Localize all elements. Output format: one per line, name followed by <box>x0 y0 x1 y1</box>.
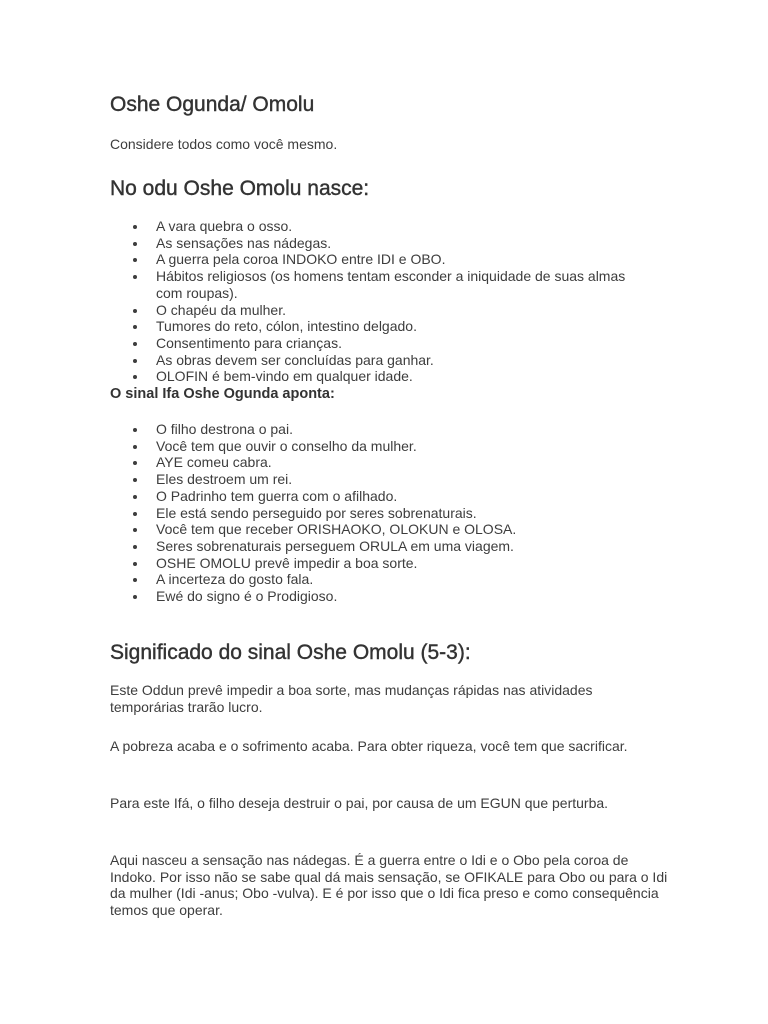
bullet-icon <box>133 545 137 549</box>
bullet-icon <box>133 595 137 599</box>
nasce-list <box>110 218 650 385</box>
bullet-icon <box>133 495 137 499</box>
bullet-icon <box>133 528 137 532</box>
list-item: AYE comeu cabra. <box>110 454 650 471</box>
intro-paragraph: Considere todos como você mesmo. <box>110 136 338 152</box>
list-item: A guerra pela coroa INDOKO entre IDI e OBO. <box>110 251 650 268</box>
paragraph: Aqui nasceu a sensação nas nádegas. É a guerra entre o Idi e o Obo pela coroa de Indoko. Por isso não se sabe qual dá mais sensação, se OFIKALE para Obo ou para o Idi da mulher (Idi -anus; Obo -vulva). E é por isso que o Idi fica preso e como consequência temos que operar. <box>110 852 668 918</box>
bullet-icon <box>133 242 137 246</box>
paragraph: A pobreza acaba e o sofrimento acaba. Para obter riqueza, você tem que sacrificar. <box>110 738 628 754</box>
list-item: Tumores do reto, cólon, intestino delgado. <box>110 318 650 335</box>
list-item: Ewé do signo é o Prodigioso. <box>110 588 650 605</box>
bullet-icon <box>133 562 137 566</box>
list-item: Eles destroem um rei. <box>110 471 650 488</box>
list-item: As sensações nas nádegas. <box>110 235 650 252</box>
bullet-icon <box>133 258 137 262</box>
bullet-icon <box>133 578 137 582</box>
page-title: Oshe Ogunda/ Omolu <box>110 93 315 116</box>
bullet-icon <box>133 375 137 379</box>
list-item: OLOFIN é bem-vindo em qualquer idade. <box>110 368 650 385</box>
list-item: O Padrinho tem guerra com o afilhado. <box>110 488 650 505</box>
bullet-icon <box>133 428 137 432</box>
list-item: O filho destrona o pai. <box>110 421 650 438</box>
bullet-icon <box>133 342 137 346</box>
bullet-icon <box>133 275 137 279</box>
section-heading-nasce: No odu Oshe Omolu nasce: <box>110 177 370 200</box>
list-item: O chapéu da mulher. <box>110 302 650 319</box>
list-item: As obras devem ser concluídas para ganhar. <box>110 352 650 369</box>
aponta-label: O sinal Ifa Oshe Ogunda aponta: <box>110 386 335 402</box>
bullet-icon <box>133 359 137 363</box>
bullet-icon <box>133 512 137 516</box>
list-item: A incerteza do gosto fala. <box>110 571 650 588</box>
list-item: Seres sobrenaturais perseguem ORULA em uma viagem. <box>110 538 650 555</box>
bullet-icon <box>133 445 137 449</box>
list-item: Você tem que ouvir o conselho da mulher. <box>110 438 650 455</box>
paragraph: Este Oddun prevê impedir a boa sorte, mas mudanças rápidas nas atividades temporárias trarão lucro. <box>110 682 593 715</box>
bullet-icon <box>133 225 137 229</box>
list-item: Consentimento para crianças. <box>110 335 650 352</box>
bullet-icon <box>133 325 137 329</box>
section-heading-significado: Significado do sinal Oshe Omolu (5-3): <box>110 641 471 664</box>
aponta-list <box>110 421 650 605</box>
bullet-icon <box>133 478 137 482</box>
list-item: A vara quebra o osso. <box>110 218 650 235</box>
list-item: Ele está sendo perseguido por seres sobrenaturais. <box>110 505 650 522</box>
list-item: Hábitos religiosos (os homens tentam esconder a iniquidade de suas almas com roupas). <box>110 268 650 301</box>
list-item: Você tem que receber ORISHAOKO, OLOKUN e OLOSA. <box>110 521 650 538</box>
paragraph: Para este Ifá, o filho deseja destruir o pai, por causa de um EGUN que perturba. <box>110 795 609 811</box>
bullet-icon <box>133 309 137 313</box>
bullet-icon <box>133 461 137 465</box>
list-item: OSHE OMOLU prevê impedir a boa sorte. <box>110 555 650 572</box>
